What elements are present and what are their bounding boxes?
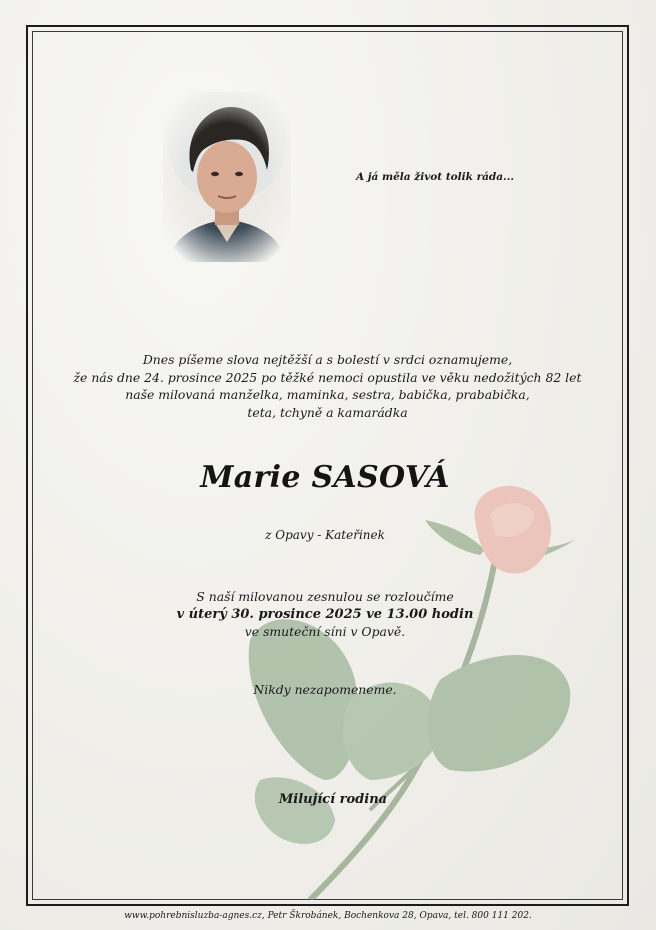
funeral-service-footer: www.pohrebnisluzba-agnes.cz, Petr Škrobánek, Bochenkova 28, Opava, tel. 800 111 202. [124,911,532,921]
announcement-text [60,351,595,421]
farewell-line: S naší milovanou zesnulou se rozloučíme [196,589,454,604]
closing-line: Nikdy nezapomeneme. [253,682,397,697]
deceased-origin: z Opavy - Kateřinek [265,528,385,542]
announcement-line: teta, tchyně a kamarádka [247,404,408,420]
farewell-date-time: v úterý 30. prosince 2025 ve 13.00 hodin [176,606,474,622]
motto-quote: A já měla život tolik ráda... [355,171,515,183]
farewell-details [100,588,550,641]
deceased-name: Marie SASOVÁ [200,460,450,495]
announcement-line: že nás dne 24. prosince 2025 po těžké nemoci opustila ve věku nedožitých 82 let [73,369,582,385]
announcement-line: Dnes píšeme slova nejtěžší a s bolestí v srdci oznamujeme, [142,352,513,367]
farewell-place: ve smuteční síni v Opavě. [244,624,406,639]
signature: Milující rodina [278,792,388,807]
portrait-photo [163,92,291,262]
announcement-line: naše milovaná manželka, maminka, sestra, babička, prababička, [125,387,530,402]
